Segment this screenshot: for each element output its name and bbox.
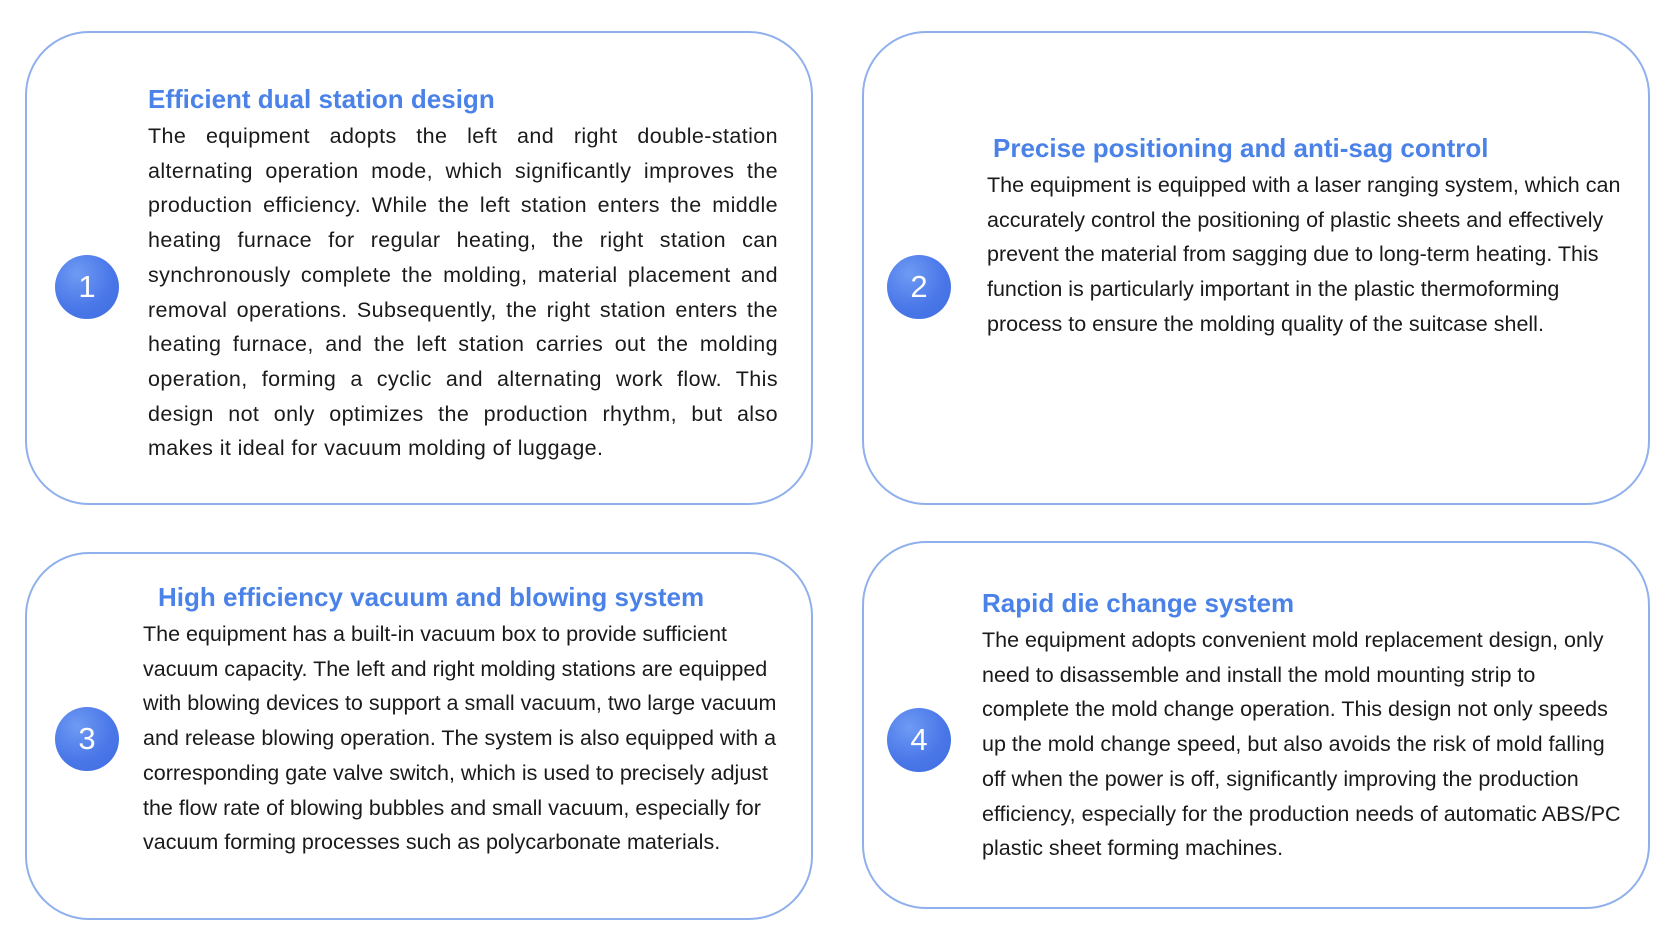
number-badge: 3 <box>55 707 119 771</box>
card-description: The equipment adopts convenient mold replacement design, only need to disassemble and install the mold mounting strip to complete the mold change operation. This design not only speeds up the mold change speed, but also avoids the risk of mold falling off when the power is off, significantly improving the production efficiency, especially for the production needs of automatic ABS/PC plastic sheet forming machines. <box>982 628 1621 861</box>
feature-card-dual-station <box>25 31 813 505</box>
card-description: The equipment is equipped with a laser ranging system, which can accurately control the positioning of plastic sheets and effectively prevent the material from sagging due to long-term heating. This function is particularly important in the plastic thermoforming process to ensure the molding quality of the suitcase shell. <box>987 173 1621 336</box>
card-title: Efficient dual station design <box>148 84 495 114</box>
feature-card-vacuum-blowing <box>25 552 813 920</box>
number-badge: 2 <box>887 255 951 319</box>
card-title: Precise positioning and anti-sag control <box>993 133 1489 163</box>
feature-card-die-change <box>862 541 1650 909</box>
number-badge: 4 <box>887 708 951 772</box>
feature-card-positioning <box>862 31 1650 505</box>
card-title: High efficiency vacuum and blowing system <box>158 582 705 612</box>
card-description: The equipment has a built-in vacuum box to provide sufficient vacuum capacity. The left and right molding stations are equipped with blowing devices to support a small vacuum, two large vacuum and release blowing operation. The system is also equipped with a corresponding gate valve switch, which is used to precisely adjust the flow rate of blowing bubbles and small vacuum, especially for vacuum forming processes such as polycarbonate materials. <box>143 622 777 855</box>
number-badge: 1 <box>55 255 119 319</box>
card-description: The equipment adopts the left and right double-station alternating operation mode, which significantly improves the production efficiency. While the left station enters the middle heating furnace for regular heating, the right station can synchronously complete the molding, material placement and removal operations. Subsequently, the right station enters the heating furnace, and the left station carries out the molding operation, forming a cyclic and alternating work flow. This design not only optimizes the production rhythm, but also makes it ideal for vacuum molding of luggage. <box>148 124 778 461</box>
card-title: Rapid die change system <box>982 588 1295 618</box>
